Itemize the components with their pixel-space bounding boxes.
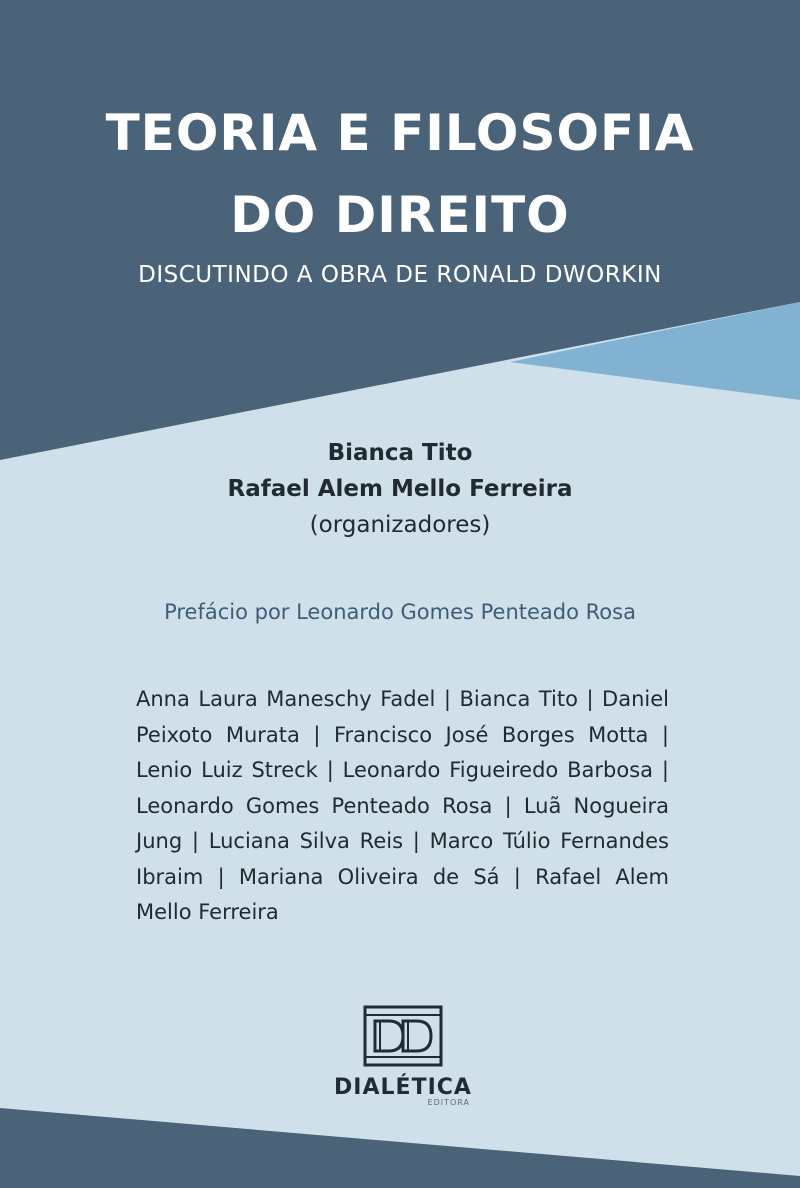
organizer-name: Bianca Tito <box>327 440 473 466</box>
publisher-sub: EDITORA <box>427 1098 470 1107</box>
dialetica-dd-logo-icon <box>363 1005 443 1067</box>
contributors-list: Anna Laura Maneschy Fadel | Bianca Tito | Daniel Peixoto Murata | Francisco José Borges Motta | Lenio Luiz Streck | Leonardo Figueiredo Barbosa | Leonardo Gomes Penteado Rosa | Luã Nogueira Jung | Luciana Silva Reis | Marco Túlio Fernandes Ibraim | Mariana Oliveira de Sá | Rafael Alem Mello Ferreira <box>136 687 669 924</box>
book-subtitle: DISCUTINDO A OBRA DE RONALD DWORKIN <box>138 262 662 288</box>
book-title-line-2: DO DIREITO <box>230 186 570 244</box>
publisher-logo <box>330 1005 476 1107</box>
organizer-name: Rafael Alem Mello Ferreira <box>227 476 573 502</box>
book-title-line-1: TEORIA E FILOSOFIA <box>105 104 695 162</box>
organizers-role: (organizadores) <box>309 512 491 538</box>
publisher-name: DIALÉTICA <box>334 1075 472 1100</box>
preface-credit: Prefácio por Leonardo Gomes Penteado Rosa <box>164 600 636 624</box>
